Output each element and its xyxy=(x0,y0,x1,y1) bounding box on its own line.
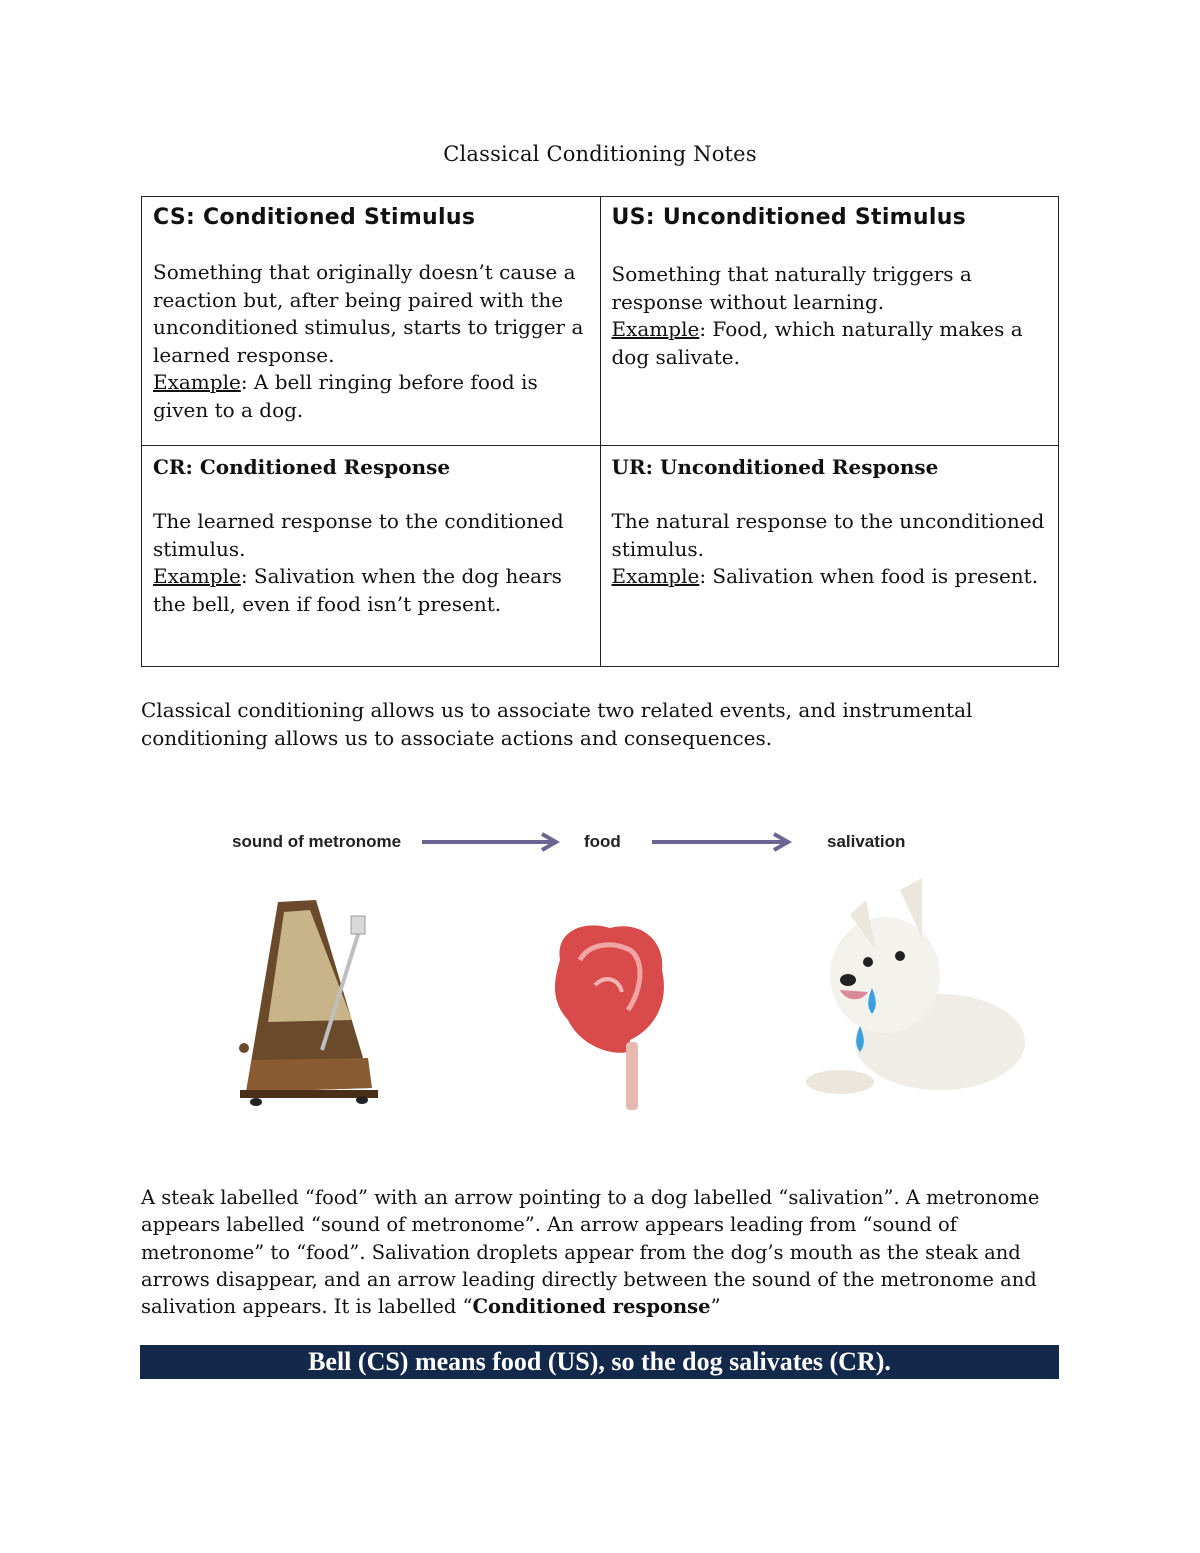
term-definition xyxy=(612,261,1049,371)
example-text: : Salivation when the dog hears the bell, even if food isn’t present. xyxy=(153,564,562,616)
term-cell-cs xyxy=(142,197,601,446)
term-cell-us xyxy=(600,197,1059,446)
summary-banner: Bell (CS) means food (US), so the dog salivates (CR). xyxy=(140,1345,1059,1379)
term-heading: UR: Unconditioned Response xyxy=(611,455,939,479)
term-heading: CR: Conditioned Response xyxy=(153,455,451,479)
label-salivation: salivation xyxy=(827,832,906,851)
definition-text: The learned response to the conditioned stimulus. xyxy=(153,509,564,561)
term-definition xyxy=(153,259,590,425)
arrow-food-to-salivation xyxy=(652,834,788,850)
definition-text: Something that naturally triggers a response without learning. xyxy=(611,262,972,314)
summary-paragraph: Classical conditioning allows us to associate two related events, and instrumental conditioning allows us to associate actions and consequences. xyxy=(141,698,973,750)
term-heading: US: Unconditioned Stimulus xyxy=(611,205,967,230)
terms-row xyxy=(142,197,1059,446)
arrow-metronome-to-food xyxy=(422,834,556,850)
dog-icon xyxy=(806,878,1025,1094)
definition-text: Something that originally doesn’t cause a reaction but, after being paired with the unconditioned stimulus, starts to trigger a learned response. xyxy=(153,260,584,367)
figure-drawing xyxy=(140,820,1060,1120)
description-end: ” xyxy=(710,1295,721,1319)
conditioning-figure xyxy=(140,820,1060,1120)
example-text: : Salivation when food is present. xyxy=(699,564,1039,589)
steak-icon xyxy=(555,925,664,1110)
example-label: Example xyxy=(153,370,241,395)
example-label: Example xyxy=(611,317,700,342)
description-bold: Conditioned response xyxy=(472,1295,711,1319)
definition-text: The natural response to the unconditioned stimulus. xyxy=(611,509,1045,561)
terms-row xyxy=(142,446,1059,667)
term-definition xyxy=(612,508,1049,591)
description-text: A steak labelled “food” with an arrow pointing to a dog labelled “salivation”. A metronome appears labelled “sound of metronome”. An arrow appears leading from “sound of metronome” to “food”. Salivation droplets appear from the dog’s mouth as the steak and arrows disappear, and an arrow leading directly between the sound of the metronome and salivation appears. It is labelled “ xyxy=(141,1186,1040,1319)
label-food: food xyxy=(584,832,621,851)
example-text: : A bell ringing before food is given to a dog. xyxy=(153,370,538,422)
page-title: Classical Conditioning Notes xyxy=(443,142,757,166)
example-text: : Food, which naturally makes a dog salivate. xyxy=(611,317,1023,369)
term-heading: CS: Conditioned Stimulus xyxy=(153,205,476,230)
figure-description xyxy=(141,1184,1051,1320)
example-label: Example xyxy=(153,564,241,589)
term-cell-ur xyxy=(600,446,1059,667)
terms-table xyxy=(141,196,1059,667)
metronome-icon xyxy=(239,900,378,1106)
label-sound-of-metronome: sound of metronome xyxy=(232,832,402,851)
term-cell-cr xyxy=(142,446,601,667)
example-label: Example xyxy=(611,564,700,589)
term-definition xyxy=(153,508,590,618)
